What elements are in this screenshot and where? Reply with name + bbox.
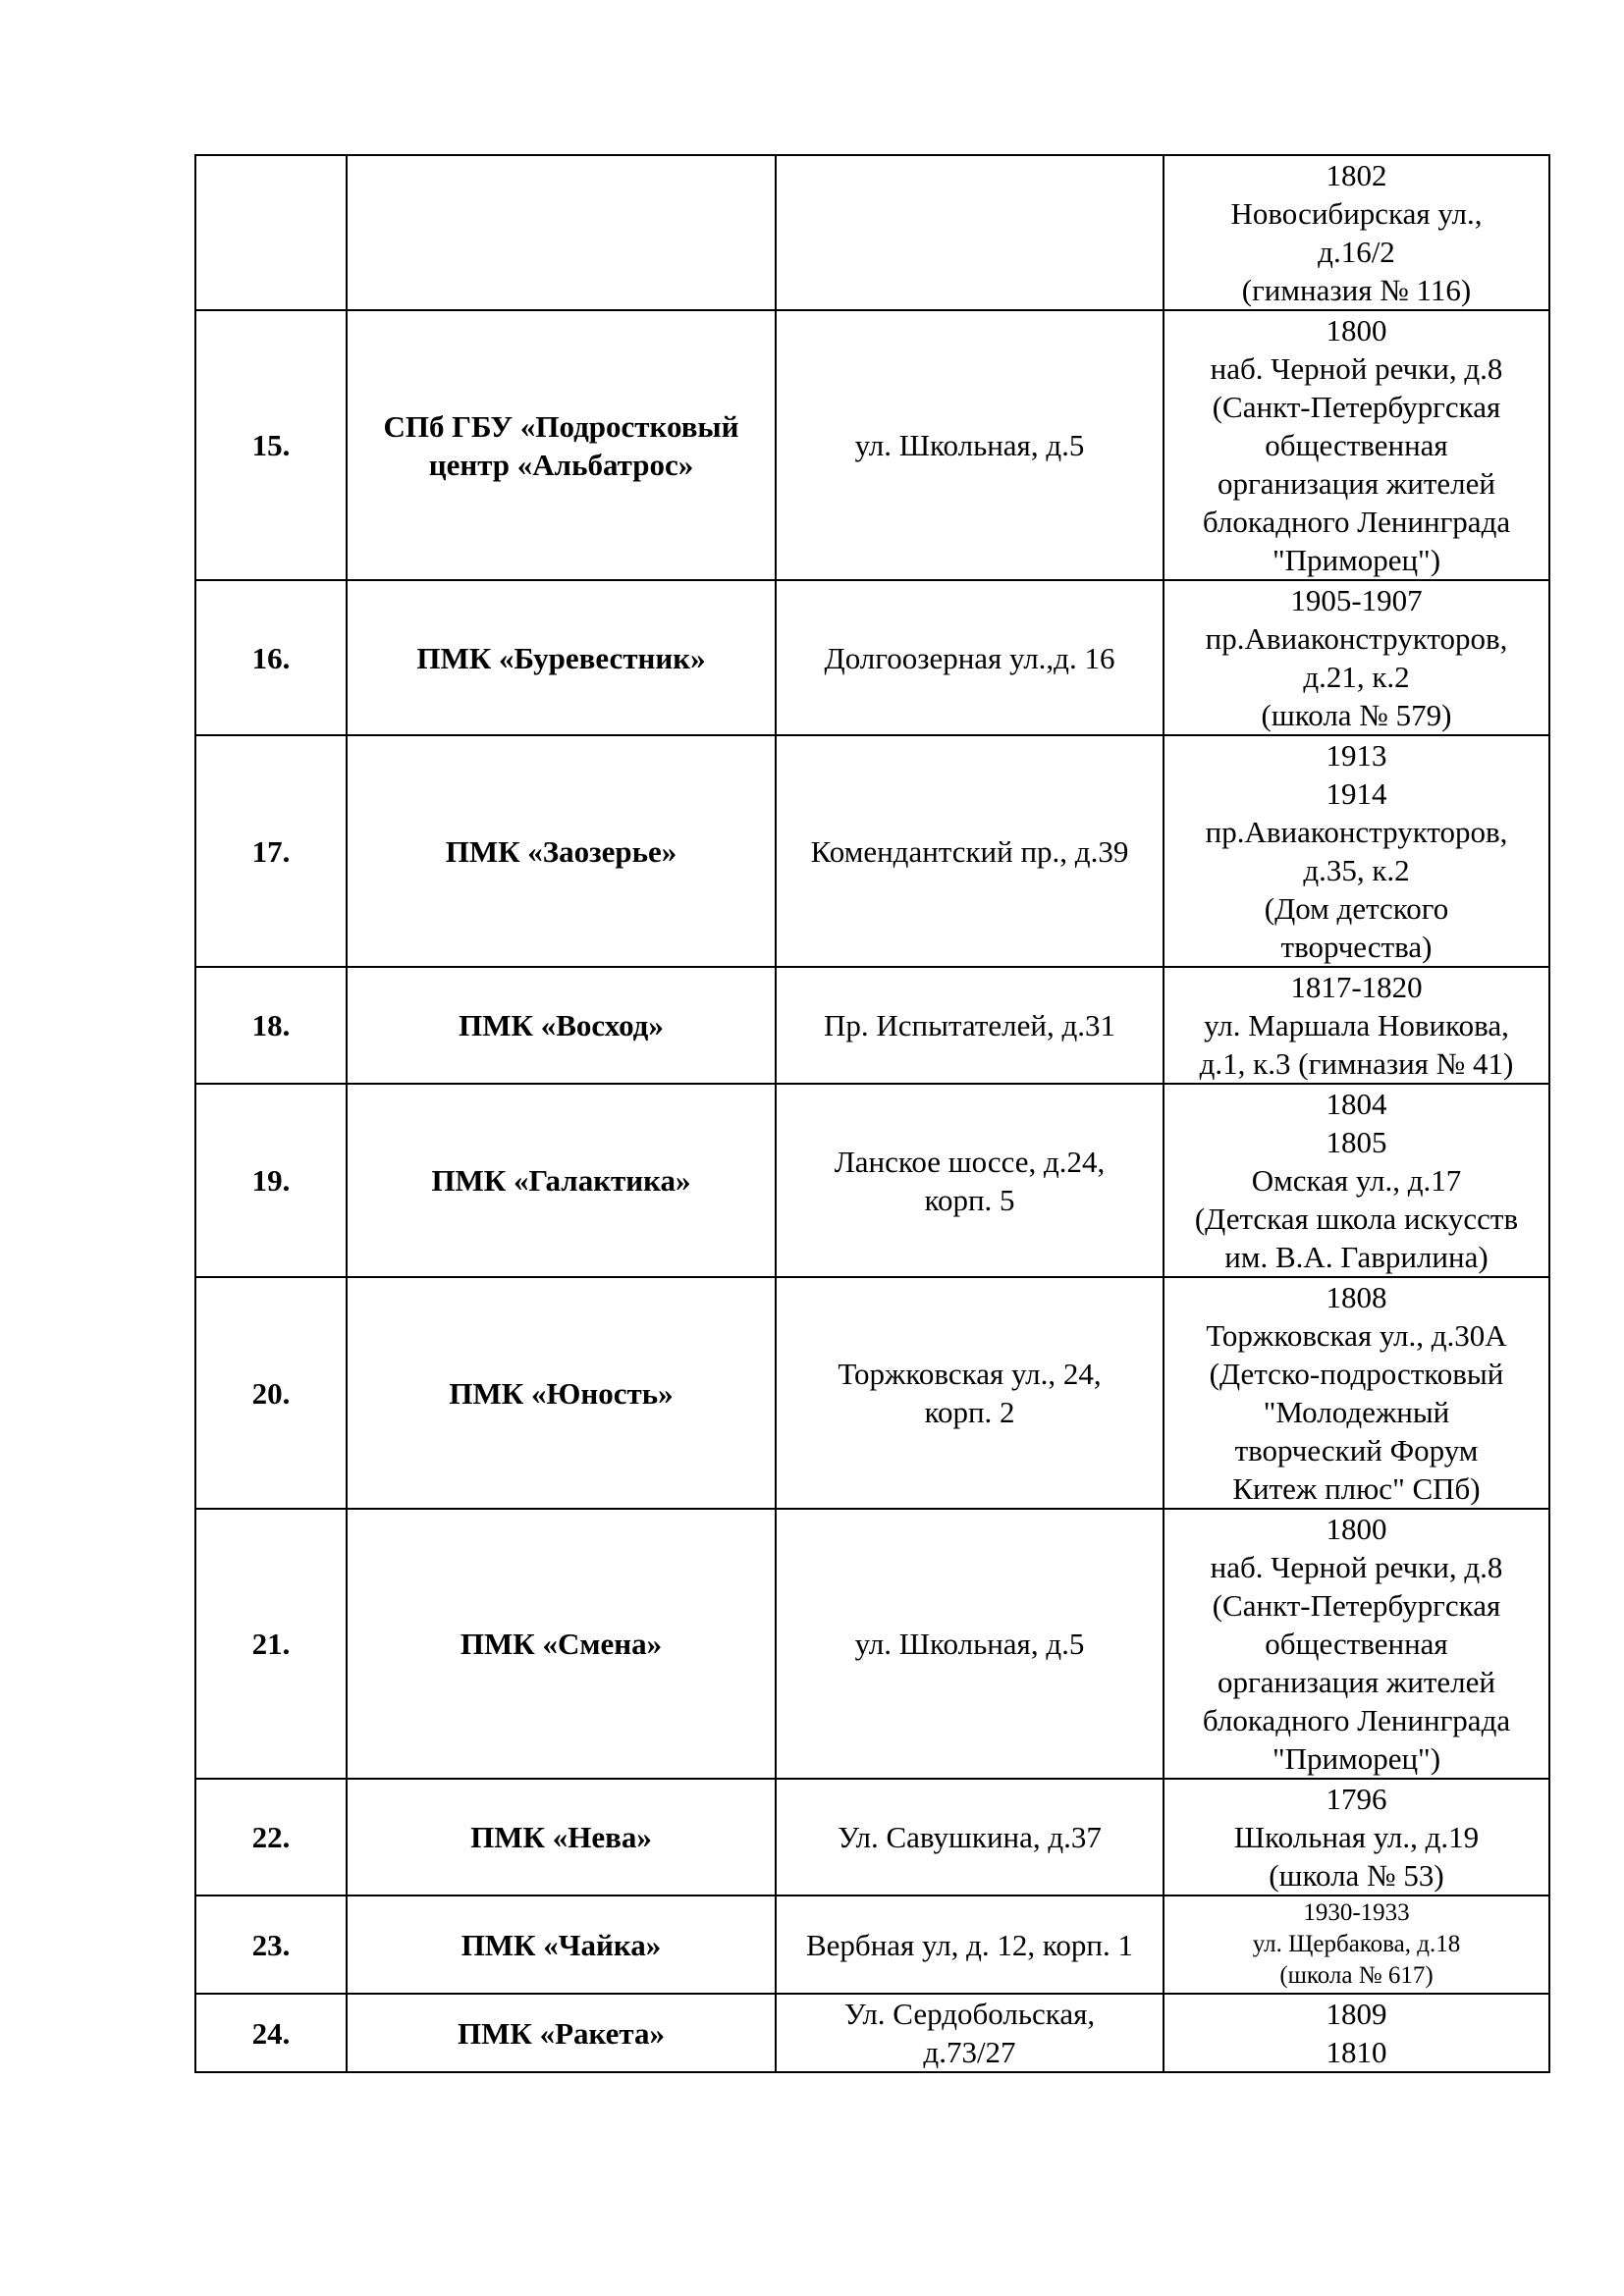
address-line: д.73/27 bbox=[923, 2035, 1016, 2069]
polling-station-line: наб. Черной речки, д.8 bbox=[1210, 1550, 1503, 1584]
address-cell bbox=[776, 1994, 1164, 2072]
organization-name-cell bbox=[347, 1084, 776, 1277]
polling-station-line: 1930-1933 bbox=[1303, 1899, 1410, 1926]
polling-station-line: д.16/2 bbox=[1318, 235, 1395, 269]
polling-station-line: д.1, к.3 (гимназия № 41) bbox=[1199, 1046, 1514, 1081]
table-row bbox=[195, 1277, 1549, 1509]
polling-station-line: организация жителей bbox=[1218, 1665, 1495, 1699]
table-row bbox=[195, 1779, 1549, 1896]
polling-station-line: "Приморец") bbox=[1272, 1741, 1441, 1776]
address-line: Вербная ул, д. 12, корп. 1 bbox=[805, 1927, 1134, 1962]
organization-name-line: ПМК «Юность» bbox=[449, 1375, 674, 1411]
organization-name-line: ПМК «Нева» bbox=[470, 1820, 652, 1854]
polling-station-line: 1808 bbox=[1326, 1280, 1387, 1314]
polling-station-line: (школа № 53) bbox=[1269, 1858, 1444, 1893]
address-cell bbox=[776, 1277, 1164, 1509]
polling-station-line: 1805 bbox=[1326, 1125, 1387, 1159]
polling-station-line: 1802 bbox=[1326, 158, 1387, 192]
document-table bbox=[194, 154, 1550, 2073]
address-line: Пр. Испытателей, д.31 bbox=[824, 1008, 1115, 1042]
address-line: Ул. Сердобольская, bbox=[843, 1997, 1096, 2031]
polling-station-cell bbox=[1164, 580, 1549, 735]
row-number-cell: 22. bbox=[195, 1779, 347, 1896]
address-cell bbox=[776, 1896, 1164, 1994]
polling-station-line: общественная bbox=[1265, 428, 1448, 462]
polling-station-line: им. В.А. Гаврилина) bbox=[1224, 1240, 1489, 1274]
polling-station-cell bbox=[1164, 1277, 1549, 1509]
organization-name-line: ПМК «Смена» bbox=[460, 1627, 663, 1661]
polling-station-cell bbox=[1164, 310, 1549, 580]
address-line: Комендантский пр., д.39 bbox=[810, 833, 1129, 869]
polling-station-line: (Детско-подростковый bbox=[1209, 1357, 1504, 1391]
polling-station-line: пр.Авиаконструкторов, bbox=[1205, 815, 1508, 849]
address-line: Ул. Савушкина, д.37 bbox=[838, 1820, 1102, 1854]
organization-name-cell bbox=[347, 1509, 776, 1779]
polling-station-cell bbox=[1164, 1896, 1549, 1994]
organization-name-line: центр «Альбатрос» bbox=[428, 447, 694, 482]
polling-station-line: (школа № 617) bbox=[1279, 1962, 1434, 1989]
organization-name-line: ПМК «Заозерье» bbox=[445, 833, 677, 869]
row-number-cell: 20. bbox=[195, 1277, 347, 1509]
polling-station-line: Торжковская ул., д.30А bbox=[1206, 1318, 1507, 1353]
address-cell bbox=[776, 310, 1164, 580]
polling-station-line: 1810 bbox=[1326, 2035, 1387, 2069]
polling-station-cell bbox=[1164, 735, 1549, 967]
polling-station-line: 1817-1820 bbox=[1290, 970, 1423, 1004]
polling-station-line: (гимназия № 116) bbox=[1241, 273, 1472, 307]
row-number-cell: 17. bbox=[195, 735, 347, 967]
polling-station-line: д.35, к.2 bbox=[1303, 853, 1410, 887]
polling-station-line: (Детская школа искусств bbox=[1194, 1201, 1519, 1236]
organization-name-cell bbox=[347, 310, 776, 580]
polling-station-line: Школьная ул., д.19 bbox=[1233, 1820, 1480, 1854]
address-cell bbox=[776, 735, 1164, 967]
polling-station-cell bbox=[1164, 155, 1549, 310]
address-line: ул. Школьная, д.5 bbox=[854, 428, 1085, 462]
row-number-cell: 19. bbox=[195, 1084, 347, 1277]
polling-station-line: наб. Черной речки, д.8 bbox=[1210, 351, 1503, 386]
polling-station-cell bbox=[1164, 1509, 1549, 1779]
organization-name-cell bbox=[347, 735, 776, 967]
organization-name-line: СПб ГБУ «Подростковый bbox=[383, 408, 739, 444]
polling-station-line: 1914 bbox=[1326, 776, 1387, 811]
organization-name-line: ПМК «Буревестник» bbox=[416, 640, 706, 675]
polling-station-line: творческий Форум bbox=[1234, 1433, 1479, 1468]
organization-name-line: ПМК «Ракета» bbox=[458, 2015, 665, 2051]
organization-name-cell bbox=[347, 155, 776, 310]
table-row bbox=[195, 1084, 1549, 1277]
polling-station-line: (Дом детского bbox=[1264, 891, 1449, 926]
table-row bbox=[195, 735, 1549, 967]
table-row bbox=[195, 580, 1549, 735]
row-number-cell: 15. bbox=[195, 310, 347, 580]
organization-name-cell bbox=[347, 580, 776, 735]
row-number-cell: 21. bbox=[195, 1509, 347, 1779]
organization-name-line: ПМК «Чайка» bbox=[460, 1927, 662, 1962]
polling-station-line: Новосибирская ул., bbox=[1230, 196, 1483, 231]
polling-station-line: 1800 bbox=[1326, 1512, 1387, 1546]
address-line: корп. 2 bbox=[924, 1395, 1015, 1429]
row-number-cell bbox=[195, 155, 347, 310]
polling-station-line: "Молодежный bbox=[1263, 1395, 1450, 1429]
address-line: Долгоозерная ул.,д. 16 bbox=[824, 640, 1115, 675]
polling-station-cell bbox=[1164, 1084, 1549, 1277]
address-line: ул. Школьная, д.5 bbox=[854, 1627, 1085, 1661]
polling-station-line: 1796 bbox=[1326, 1782, 1387, 1816]
polling-station-cell bbox=[1164, 1779, 1549, 1896]
row-number-cell: 24. bbox=[195, 1994, 347, 2072]
organization-name-cell bbox=[347, 1779, 776, 1896]
table-body bbox=[195, 155, 1549, 2072]
table-row bbox=[195, 1509, 1549, 1779]
polling-station-line: творчества) bbox=[1280, 930, 1433, 964]
address-cell bbox=[776, 967, 1164, 1084]
address-line: Ланское шоссе, д.24, bbox=[834, 1144, 1106, 1179]
polling-station-cell bbox=[1164, 1994, 1549, 2072]
row-number-cell: 16. bbox=[195, 580, 347, 735]
organization-name-line: ПМК «Галактика» bbox=[431, 1163, 691, 1198]
polling-station-line: блокадного Ленинграда bbox=[1202, 505, 1511, 539]
polling-station-line: ул. Щербакова, д.18 bbox=[1252, 1931, 1461, 1957]
organization-name-line: ПМК «Восход» bbox=[459, 1008, 664, 1042]
polling-station-line: (школа № 579) bbox=[1261, 698, 1452, 732]
polling-station-line: 1804 bbox=[1326, 1087, 1387, 1121]
polling-station-line: (Санкт-Петербургская bbox=[1212, 1588, 1501, 1623]
row-number-cell: 18. bbox=[195, 967, 347, 1084]
polling-station-line: организация жителей bbox=[1218, 466, 1495, 501]
table-row bbox=[195, 1896, 1549, 1994]
polling-station-line: блокадного Ленинграда bbox=[1202, 1703, 1511, 1737]
polling-station-line: 1913 bbox=[1326, 738, 1387, 773]
polling-station-line: д.21, к.2 bbox=[1303, 660, 1410, 694]
polling-station-line: Китеж плюс" СПб) bbox=[1232, 1471, 1481, 1506]
address-cell bbox=[776, 1084, 1164, 1277]
table-row bbox=[195, 967, 1549, 1084]
organization-name-cell bbox=[347, 1277, 776, 1509]
table-row bbox=[195, 155, 1549, 310]
table-row bbox=[195, 1994, 1549, 2072]
polling-station-line: 1905-1907 bbox=[1290, 583, 1423, 617]
address-line: корп. 5 bbox=[924, 1182, 1015, 1217]
address-line: Торжковская ул., 24, bbox=[838, 1357, 1102, 1391]
row-number-cell: 23. bbox=[195, 1896, 347, 1994]
polling-station-line: 1800 bbox=[1326, 313, 1387, 347]
address-cell bbox=[776, 1779, 1164, 1896]
polling-station-line: "Приморец") bbox=[1272, 543, 1441, 577]
polling-station-line: 1809 bbox=[1326, 1997, 1387, 2031]
address-cell bbox=[776, 155, 1164, 310]
organization-name-cell bbox=[347, 967, 776, 1084]
table-row bbox=[195, 310, 1549, 580]
address-cell bbox=[776, 580, 1164, 735]
polling-station-line: ул. Маршала Новикова, bbox=[1204, 1008, 1509, 1042]
organization-name-cell bbox=[347, 1896, 776, 1994]
organization-name-cell bbox=[347, 1994, 776, 2072]
polling-station-line: Омская ул., д.17 bbox=[1251, 1163, 1462, 1198]
polling-station-line: пр.Авиаконструкторов, bbox=[1205, 621, 1508, 656]
address-cell bbox=[776, 1509, 1164, 1779]
polling-station-cell bbox=[1164, 967, 1549, 1084]
polling-station-line: общественная bbox=[1265, 1627, 1448, 1661]
polling-station-line: (Санкт-Петербургская bbox=[1212, 390, 1501, 424]
